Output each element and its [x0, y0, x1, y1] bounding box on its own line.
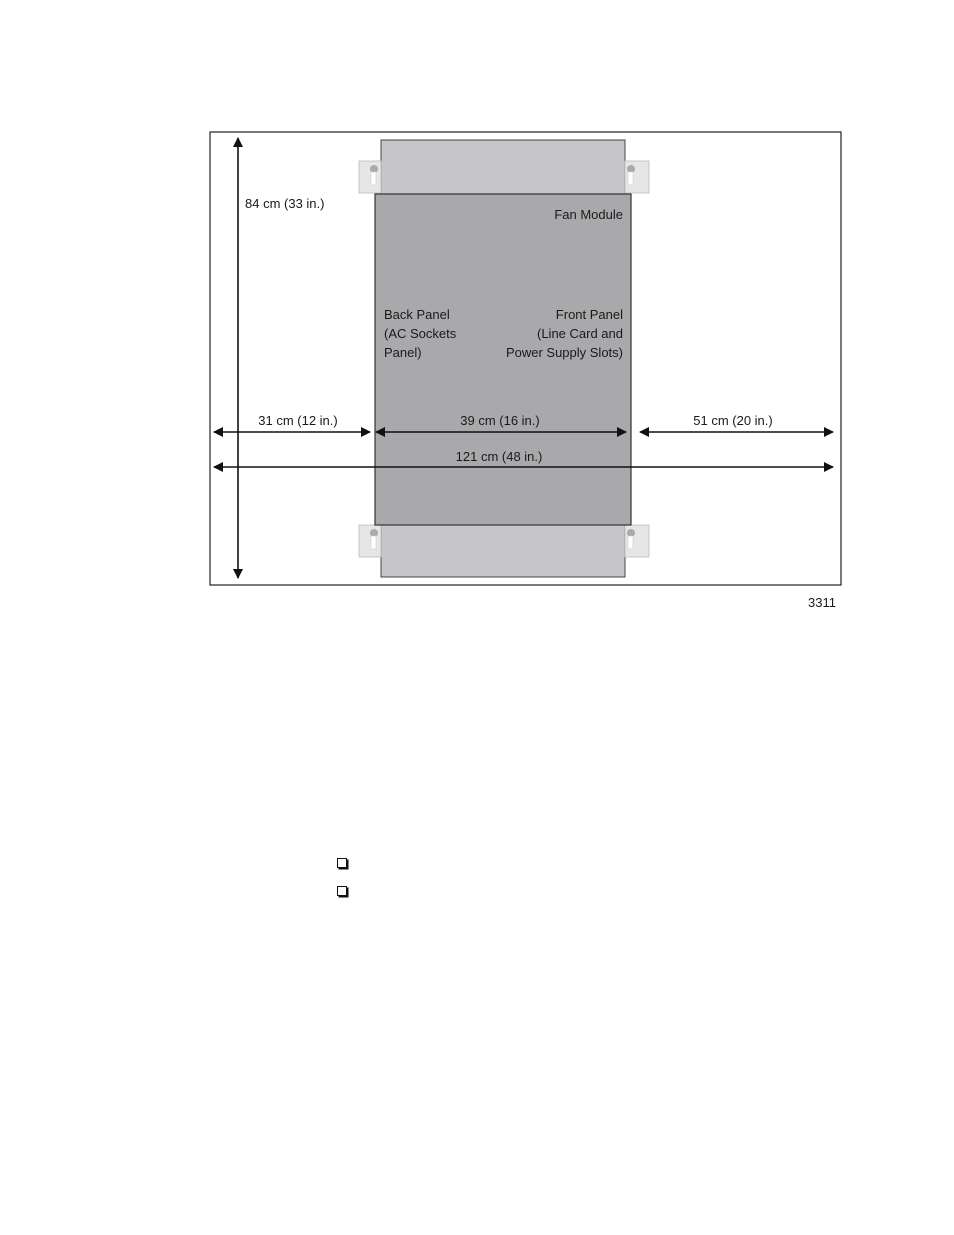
height-label: 84 cm (33 in.) [245, 196, 325, 211]
left-clearance-label: 31 cm (12 in.) [258, 413, 338, 428]
top-left-bracket [359, 161, 381, 193]
front-panel-label-line2: (Line Card and [537, 326, 623, 341]
checklist-checkbox-2[interactable] [337, 886, 347, 896]
bottom-tray [381, 525, 625, 577]
checklist-checkbox-1[interactable] [337, 858, 347, 868]
top-tray [381, 140, 625, 194]
front-panel-label-line3: Power Supply Slots) [505, 345, 623, 360]
figure-number: 3311 [808, 595, 836, 610]
top-right-bracket [625, 161, 649, 193]
bottom-right-bracket [625, 525, 649, 557]
chassis-width-label: 39 cm (16 in.) [460, 413, 540, 428]
back-panel-label-line2: (AC Sockets [384, 326, 457, 341]
bottom-left-bracket [359, 525, 381, 557]
total-width-label: 121 cm (48 in.) [455, 449, 543, 464]
back-panel-label-line3: Panel) [384, 345, 422, 360]
fan-module-label: Fan Module [554, 207, 623, 222]
right-clearance-label: 51 cm (20 in.) [693, 413, 773, 428]
back-panel-label-line1: Back Panel [384, 307, 450, 322]
front-panel-label-line1: Front Panel [555, 307, 623, 322]
